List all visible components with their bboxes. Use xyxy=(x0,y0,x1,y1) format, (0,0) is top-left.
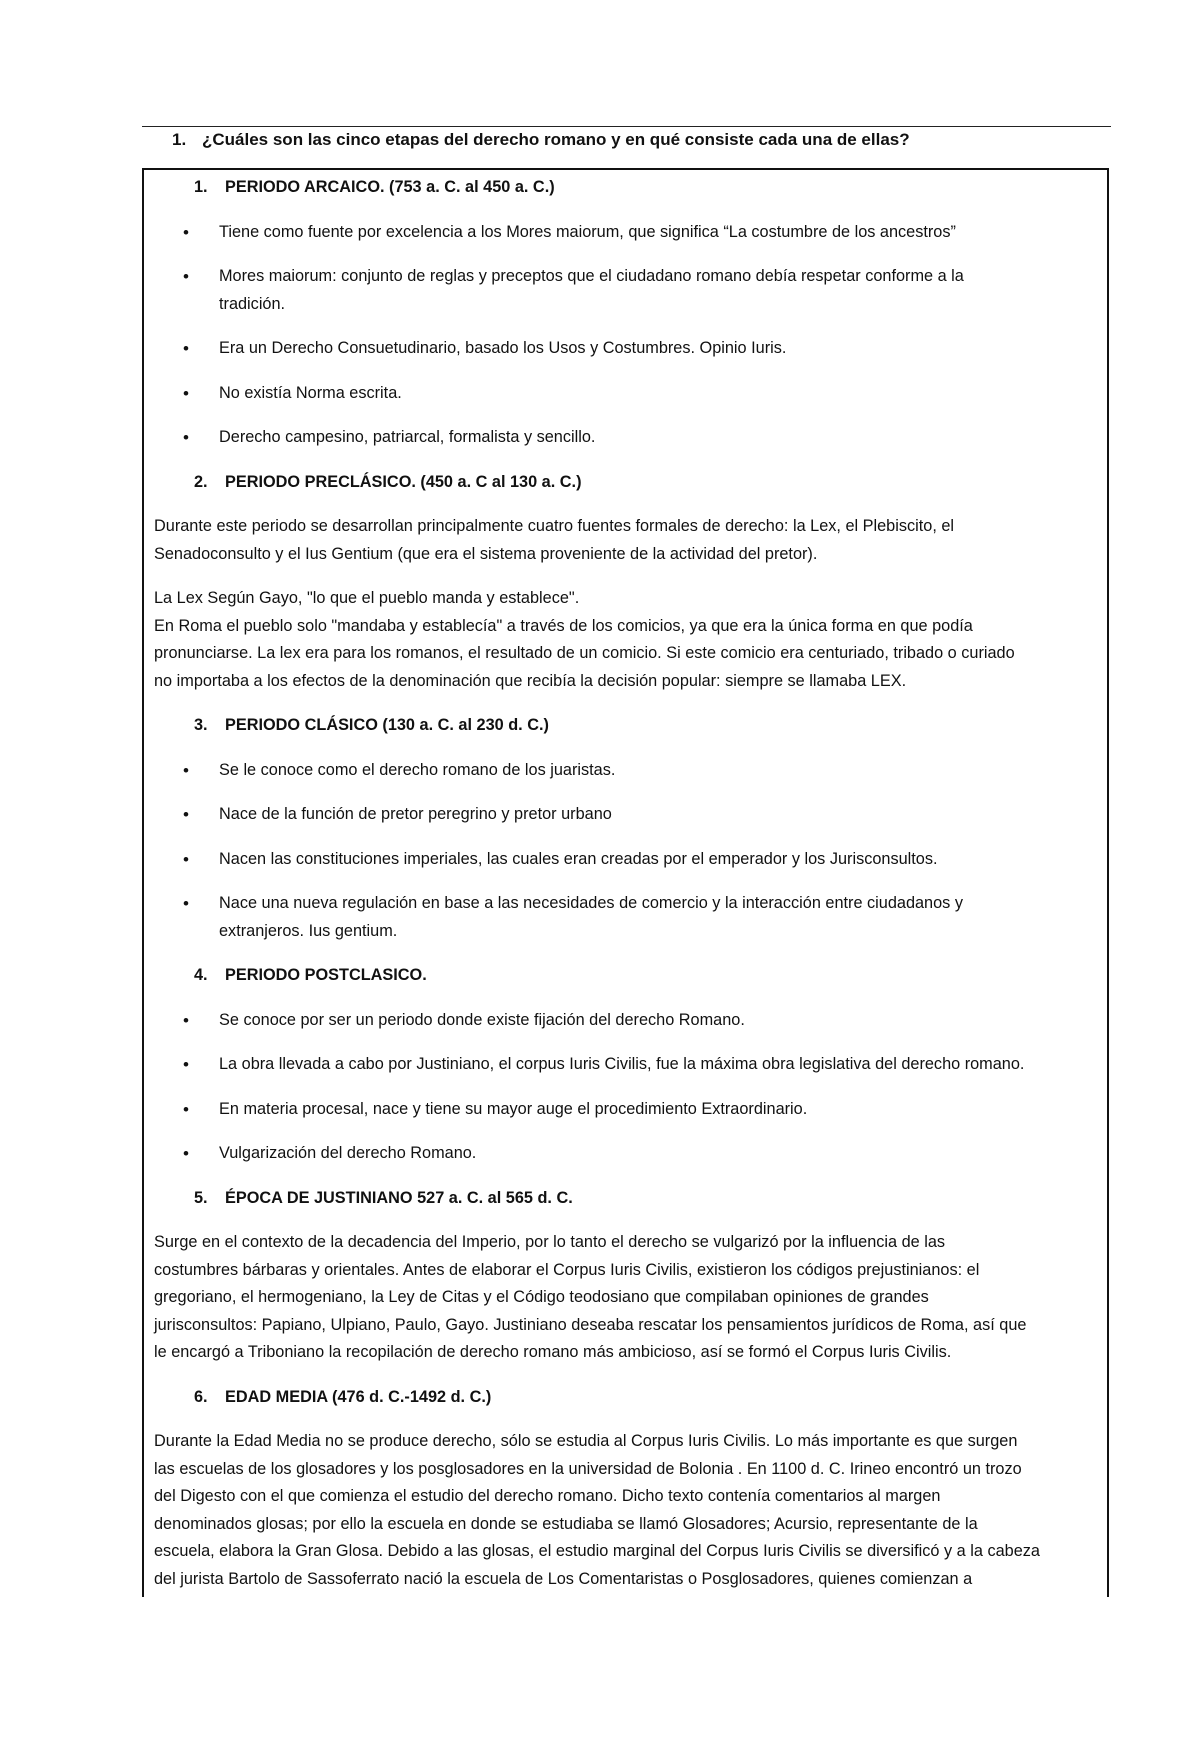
list-item: • Tiene como fuente por excelencia a los Mores maiorum, que significa “La costumbre de los ancestros” xyxy=(154,219,1093,247)
top-rule xyxy=(142,126,1111,127)
paragraph-justiniano: Surge en el contexto de la decadencia del Imperio, por lo tanto el derecho se vulgarizó por la influencia de las costumbres bárbaras y orientales. Antes de elaborar el Corpus Iuris Civilis, existieron los códigos prejustinianos: el gregoriano, el hermogeniano, la Ley de Citas y el Código teodosiano que compilaban opiniones de grandes jurisconsultos: Papiano, Ulpiano, Paulo, Gayo. Justiniano deseaba rescatar los pensamientos jurídicos de Roma, así que le encargó a Triboniano la recopilación de derecho romano más ambicioso, así se formó el Corpus Iuris Civilis. xyxy=(154,1233,1027,1361)
list-item: • Nacen las constituciones imperiales, las cuales eran creadas por el emperador y los Jurisconsultos. xyxy=(154,846,1093,874)
bullet-list-postclasico xyxy=(154,1007,1093,1168)
question-text: ¿Cuáles son las cinco etapas del derecho romano y en qué consiste cada una de ellas? xyxy=(202,130,910,149)
list-item: • En materia procesal, nace y tiene su mayor auge el procedimiento Extraordinario. xyxy=(154,1096,1093,1124)
list-item: • Nace de la función de pretor peregrino y pretor urbano xyxy=(154,801,1093,829)
section-heading-clasico: 3. PERIODO CLÁSICO (130 a. C. al 230 d. C.) xyxy=(194,716,549,734)
section-heading-justiniano: 5. ÉPOCA DE JUSTINIANO 527 a. C. al 565 d. C. xyxy=(194,1188,573,1207)
bullet-list-clasico xyxy=(154,757,1093,946)
section-heading-preclasico: 2. PERIODO PRECLÁSICO. (450 a. C al 130 a. C.) xyxy=(194,472,582,491)
list-item: • Se conoce por ser un periodo donde existe fijación del derecho Romano. xyxy=(154,1007,1093,1035)
question-number: 1. xyxy=(172,130,187,149)
list-item: • La obra llevada a cabo por Justiniano, el corpus Iuris Civilis, fue la máxima obra legislativa del derecho romano. xyxy=(154,1051,1093,1079)
list-item: • Derecho campesino, patriarcal, formalista y sencillo. xyxy=(154,424,1093,452)
section-heading-postclasico: 4. PERIODO POSTCLASICO. xyxy=(194,966,427,984)
section-heading-edad-media: 6. EDAD MEDIA (476 d. C.-1492 d. C.) xyxy=(194,1387,492,1406)
question-heading xyxy=(172,130,910,150)
list-item: • Vulgarización del derecho Romano. xyxy=(154,1140,1093,1168)
section-heading-arcaico: 1. PERIODO ARCAICO. (753 a. C. al 450 a. C.) xyxy=(194,178,555,196)
paragraph-edad-media: Durante la Edad Media no se produce derecho, sólo se estudia al Corpus Iuris Civilis. Lo más importante es que surgen las escuelas de los glosadores y los posglosadores en la universidad de Bolonia . En 1100 d. C. Irineo encontró un trozo del Digesto con el que comienza el estudio del derecho romano. Dicho texto contenía comentarios al margen denominados glosas; por ello la escuela en donde se estudiaba se llamó Glosadores; Acursio, representante de la escuela, elabora la Gran Glosa. Debido a las glosas, el estudio marginal del Corpus Iuris Civilis se diversificó y a la cabeza del jurista Bartolo de Sassoferrato nació la escuela de Los Comentaristas o Posglosadores, quienes comienzan a xyxy=(154,1432,1040,1588)
list-item: • Nace una nueva regulación en base a las necesidades de comercio y la interacción entre ciudadanos y extranjeros. Ius gentium. xyxy=(154,890,1093,945)
paragraph-preclasico-lex: La Lex Según Gayo, "lo que el pueblo manda y establece". En Roma el pueblo solo "mandaba y establecía" a través de los comicios, ya que era la única forma en que podía pronunciarse. La lex era para los romanos, el resultado de un comicio. Si este comicio era centuriado, tribado o curiado no importaba a los efectos de la denominación que recibía la decisión popular: siempre se llamaba LEX. xyxy=(154,589,1015,690)
bullet-list-arcaico xyxy=(154,219,1093,452)
paragraph-preclasico-fuentes: Durante este periodo se desarrollan principalmente cuatro fuentes formales de derecho: la Lex, el Plebiscito, el Senadoconsulto y el Ius Gentium (que era el sistema proveniente de la actividad del pretor). xyxy=(154,517,955,563)
answer-box xyxy=(142,168,1109,1597)
list-item: • Era un Derecho Consuetudinario, basado los Usos y Costumbres. Opinio Iuris. xyxy=(154,335,1093,363)
list-item: • Se le conoce como el derecho romano de los juaristas. xyxy=(154,757,1093,785)
list-item: • No existía Norma escrita. xyxy=(154,380,1093,408)
list-item: • Mores maiorum: conjunto de reglas y preceptos que el ciudadano romano debía respetar conforme a la tradición. xyxy=(154,263,1093,318)
